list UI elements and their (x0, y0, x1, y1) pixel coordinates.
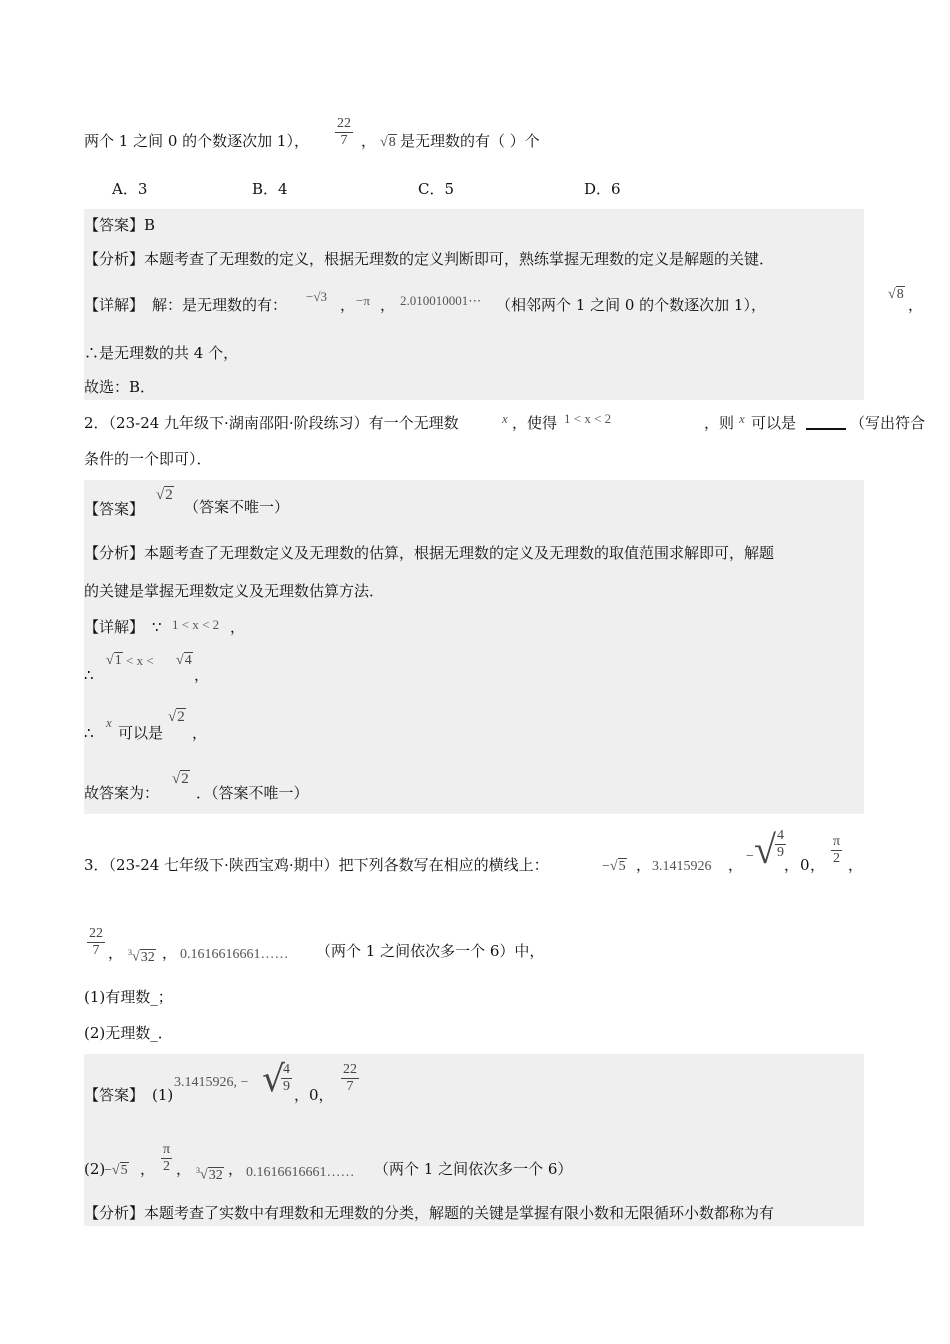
q3-ans2-n7-rad: 32 (208, 1167, 223, 1183)
q1-detail-line2: ∴是无理数的共 4 个， (84, 344, 239, 362)
q2-answer (84, 484, 864, 524)
q2-analysis-line1 (84, 542, 864, 564)
q3-ans1-prefix: (1) (152, 1086, 174, 1104)
q1-analysis-text: 本题考查了无理数的定义，根据无理数的定义判断即可，熟练掌握无理数的定义是解题的关键． (144, 250, 775, 268)
q1-detail (84, 287, 924, 318)
q1-detail-tag: 【详解】 (84, 296, 145, 314)
q3-ans1-a: 3.1415926, − (174, 1075, 249, 1090)
q2-analysis-line2: 的关键是掌握无理数定义及无理数估算方法． (84, 582, 385, 600)
q1-option-d: D．6 (584, 180, 621, 198)
q2-stem-line2: 条件的一个即可）． (84, 450, 212, 468)
q2-answer-sqrt-rad: 2 (165, 487, 173, 503)
q2-detail-because: ∵ (152, 618, 162, 636)
q1-sep: ， (361, 132, 377, 150)
q3-n3-den: 9 (777, 845, 784, 860)
q2-detail-sqrt4-rad: 4 (184, 653, 192, 668)
q3-ans2-n1: −√5 (104, 1163, 128, 1178)
q3-n7-rad: 32 (140, 949, 155, 965)
q2-detail-therefore2: ∴ (84, 724, 94, 742)
q3-n5-den: 2 (833, 851, 841, 866)
q1-detail-comma1: ， (340, 296, 356, 314)
q1-detail-comma3: ， (908, 296, 924, 314)
q3-ans1-frac2-num: 22 (343, 1062, 357, 1077)
q2-answer-tag: 【答案】 (84, 500, 145, 518)
q3-stem-line1 (84, 826, 864, 880)
q2-detail-line2 (84, 648, 864, 684)
q3-sep6: ， (108, 944, 124, 962)
q2-final-sqrt: √2 (172, 771, 189, 787)
q3-ans2-n5-den: 2 (163, 1159, 171, 1174)
q2-stem-line1 (84, 411, 926, 436)
q1-option-b: B．4 (252, 180, 288, 198)
q1-analysis-tag: 【分析】 (84, 250, 145, 268)
q3-analysis-tag: 【分析】 (84, 1204, 145, 1222)
q2-detail-line3 (84, 704, 864, 744)
q2-stem-e: （写出符合 (850, 414, 926, 432)
q2-detail-sqrt1-rad: 1 (114, 653, 122, 668)
q3-n4: 0 (800, 856, 810, 874)
q3-sep2: ， (728, 856, 744, 874)
q2-detail-line1 (84, 614, 864, 638)
q1-detail-prefix: 解：是无理数的有： (152, 296, 288, 314)
q2-answer-blank (806, 414, 846, 430)
q1-sqrt8-rad: 8 (388, 135, 396, 150)
q1-option-c: C．5 (418, 180, 455, 198)
q1-detail-comma2: ， (380, 296, 396, 314)
q3-ans1-frac-den: 9 (283, 1079, 290, 1094)
q2-stem-d: 可以是 (751, 414, 797, 432)
q3-n3-radical: √ (754, 827, 776, 872)
q1-answer-value: B (144, 216, 156, 234)
q2-final-sqrt-rad: 2 (181, 771, 189, 787)
q3-ans2-end: （两个 1 之间依次多一个 6） (374, 1160, 573, 1178)
q1-detail-m1: −√3 (306, 289, 327, 304)
q3-ans2-sep2: ， (176, 1160, 192, 1178)
q3-ans2-sep3: ， (228, 1160, 244, 1178)
q2-stem-b: ，使得 (512, 414, 558, 432)
q1-detail-sqrt8-rad: 8 (896, 287, 904, 302)
q3-stem-line2 (84, 926, 864, 966)
q3-answer2 (84, 1144, 864, 1184)
q3-n7: $^3$√32 (128, 948, 155, 965)
q3-ans1-frac2 (341, 1062, 359, 1095)
q1-option-a: A．3 (112, 180, 148, 198)
q3-ans2-n5 (161, 1142, 172, 1175)
q3-n7-index: 3 (128, 948, 132, 957)
q1-detail-paren: （相邻两个 1 之间 0 的个数逐次加 1）， (496, 296, 766, 314)
q1-detail-sqrt8: √8 (888, 287, 904, 302)
q2-detail-sqrt4: √4 (176, 653, 192, 668)
q2-detail-sqrt2: √2 (168, 709, 185, 725)
q2-answer-note: （答案不唯一） (184, 498, 290, 516)
q3-analysis (84, 1202, 864, 1224)
q3-ans2-sep1: ， (140, 1160, 156, 1178)
q2-final-prefix: 故答案为： (84, 784, 160, 802)
q3-sep1: ， (636, 856, 652, 874)
q3-sep5: ， (848, 856, 864, 874)
q2-detail-sqrt1: √1 (106, 653, 122, 668)
q2-stem-a: 2．（23-24 九年级下·湖南邵阳·阶段练习）有一个无理数 (84, 414, 459, 432)
q1-analysis (84, 248, 864, 270)
q1-fraction (335, 116, 353, 149)
q2-detail-comma: ， (230, 618, 246, 636)
q2-final-suffix: ．（答案不唯一） (196, 784, 309, 802)
q3-n3-minus: − (746, 849, 754, 864)
q1-fraction-num: 22 (337, 116, 351, 131)
q3-n5-num: π (833, 834, 841, 849)
q1-answer (84, 214, 864, 236)
q2-detail-sqrt2-rad: 2 (177, 709, 185, 725)
q1-detail-line3: 故选：B． (84, 378, 156, 396)
q2-detail-tag: 【详解】 (84, 618, 145, 636)
q3-ans1-rest: ，0， (294, 1086, 334, 1104)
q3-sub1: (1)有理数_； (84, 988, 173, 1006)
q3-stem-end: （两个 1 之间依次多一个 6）中， (316, 942, 545, 960)
q3-sep4: ， (810, 856, 826, 874)
q2-final (84, 764, 864, 800)
q1-detail-m3: 2.010010001⋯ (400, 293, 482, 308)
q2-detail-var-x: x (106, 715, 112, 730)
q2-detail-comma3: ， (192, 724, 208, 742)
q2-analysis-text1: 本题考查了无理数定义及无理数的估算，根据无理数的定义及无理数的取值范围求解即可，解题 (144, 544, 775, 562)
q3-n1: −√5 (602, 859, 626, 874)
q3-ans1-frac (281, 1062, 292, 1095)
q1-stem-start: 两个 1 之间 0 的个数逐次加 1）， (84, 132, 309, 150)
q3-n2: 3.1415926 (652, 859, 712, 874)
q1-fraction-den: 7 (340, 133, 348, 148)
q1-stem-end: 是无理数的有（ ）个 (400, 132, 540, 150)
q3-ans2-prefix: (2) (84, 1160, 106, 1178)
q3-ans2-n5-num: π (163, 1142, 171, 1157)
q2-stem-c: ，则 (704, 414, 735, 432)
q2-detail-comma2: ， (194, 666, 210, 684)
q3-ans1-radical: √ (262, 1059, 285, 1100)
q2-detail-can-be: 可以是 (118, 724, 164, 742)
q1-stem-line (84, 116, 864, 162)
q2-detail-therefore1: ∴ (84, 666, 94, 684)
q3-answer1 (84, 1058, 864, 1112)
q3-ans1-frac-num: 4 (283, 1062, 290, 1077)
q3-n3-num: 4 (777, 828, 784, 843)
q2-answer-sqrt: √2 (156, 487, 173, 503)
q3-analysis-text: 本题考查了实数中有理数和无理数的分类，解题的关键是掌握有限小数和无限循环小数都称为有 (144, 1204, 775, 1222)
q3-sub2: (2)无理数_． (84, 1024, 173, 1042)
q2-var-x: x (502, 411, 508, 426)
q3-stem-a: 3．（23-24 七年级下·陕西宝鸡·期中）把下列各数写在相应的横线上： (84, 856, 549, 874)
q2-detail-ineq-mid: < x < (126, 653, 154, 668)
q3-n5 (831, 834, 842, 867)
q3-n6-num: 22 (89, 926, 103, 941)
q3-n6 (87, 926, 105, 959)
q3-n6-den: 7 (92, 943, 100, 958)
q3-ans2-n8: 0.1616616661…… (246, 1165, 355, 1180)
q3-ans2-n7-index: 3 (196, 1166, 200, 1175)
q3-answer-tag: 【答案】 (84, 1086, 145, 1104)
q1-answer-tag: 【答案】 (84, 216, 145, 234)
q1-sqrt8: √8 (380, 135, 396, 150)
q3-n1-rad: 5 (618, 859, 626, 874)
q2-ineq: 1 < x < 2 (564, 411, 612, 426)
q2-var-x2: x (739, 411, 745, 426)
q2-analysis-tag: 【分析】 (84, 544, 145, 562)
q3-ans2-n1-rad: 5 (120, 1163, 128, 1178)
q3-n8: 0.1616616661…… (180, 947, 289, 962)
q3-sep3: ， (784, 856, 800, 874)
q2-detail-ineq: 1 < x < 2 (172, 617, 220, 632)
q3-sep7: ， (162, 944, 178, 962)
q3-ans2-n7: $^3$√32 (196, 1166, 223, 1183)
q1-detail-m2: −π (356, 293, 370, 308)
q3-ans1-frac2-den: 7 (346, 1079, 354, 1094)
